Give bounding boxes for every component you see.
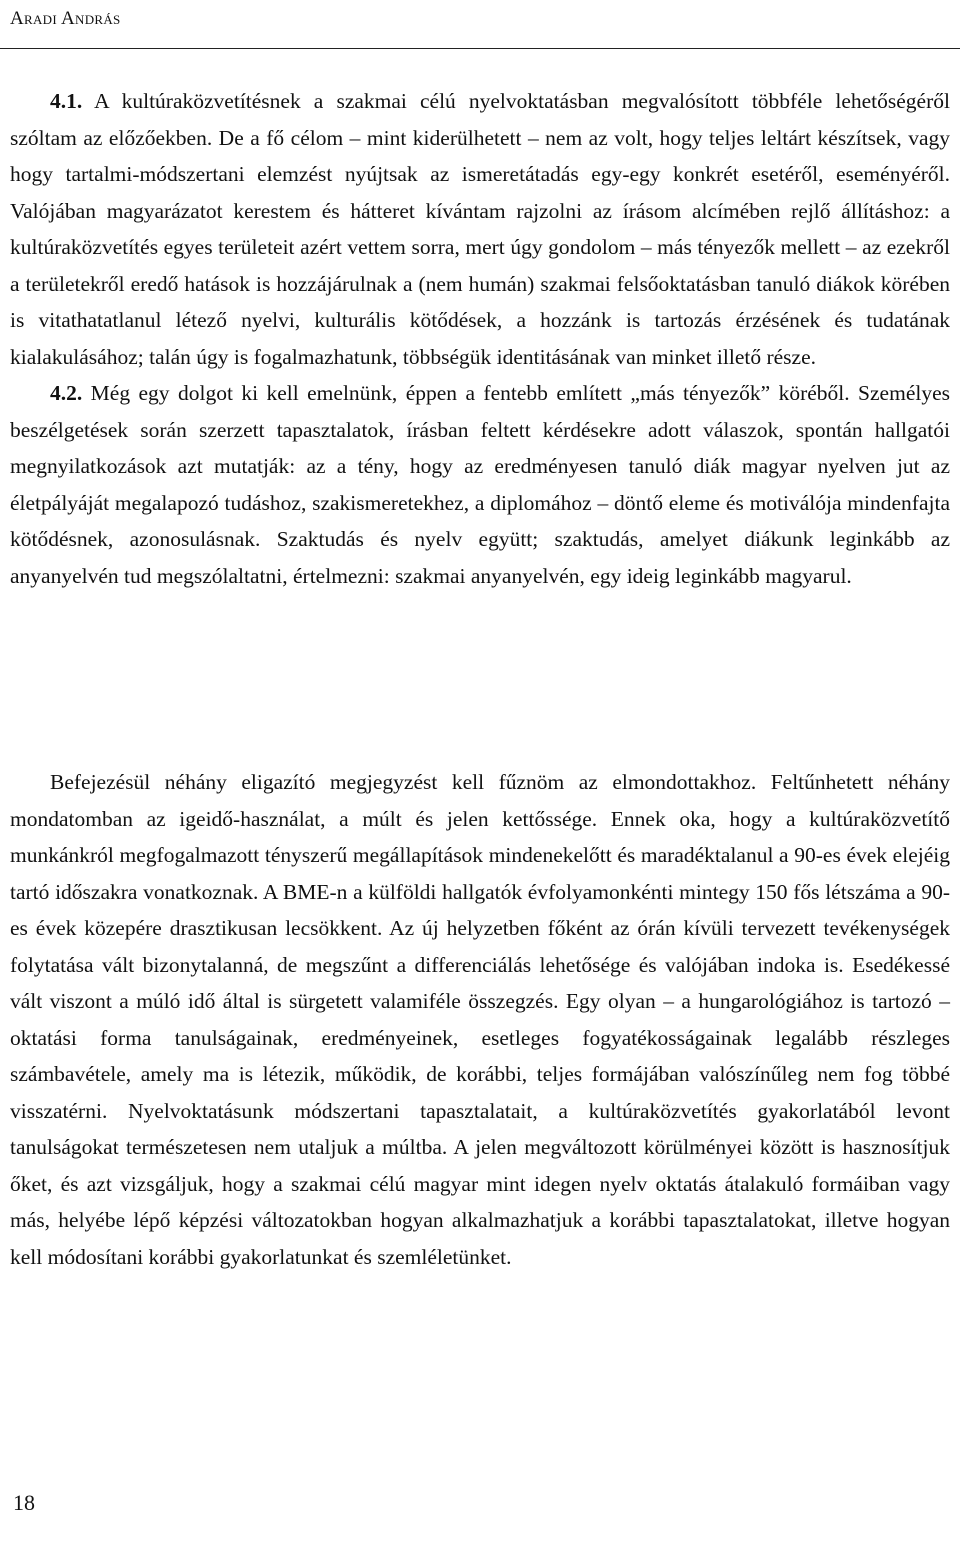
conclusion-block (10, 764, 950, 1275)
paragraph-4-2-text: Még egy dolgot ki kell emelnünk, éppen a fentebb említett „más tényezők” köréből. Személyes beszélgetések során szerzett tapasztalatok, írásban feltett kérdésekre adott válaszok, spontán hallgatói megnyilatkozások azt mutatják: az a tény, hogy az eredményesen tanuló diák magyar nyelven jut az életpályáját megalapozó tudáshoz, szakismeretekhez, a diplomához – döntő eleme és motiválója mindenfajta kötődésnek, azonosulásnak. Szaktudás és nyelv együtt; szaktudás, amelyet diákunk leginkább az anyanyelvén tud megszólaltatni, értelmezni: szakmai anyanyelvén, egy ideig leginkább magyarul. (10, 381, 950, 588)
header-rule (0, 48, 960, 49)
paragraph-4-1 (10, 83, 950, 375)
conclusion-paragraph: Befejezésül néhány eligazító megjegyzést kell fűznöm az elmondottakhoz. Feltűnhetett néhány mondatomban az igeidő-használat, a múlt és jelen kettőssége. Ennek oka, hogy a kultúraközvetítő munkánkról megfogalmazott tényszerű megállapítások mindenekelőtt és maradéktalanul a 90-es évek elejéig tartó időszakra vonatkoznak. A BME-n a külföldi hallgatók évfolyamonkénti mintegy 150 fős létszáma a 90-es évek közepére drasztikusan lecsökkent. Az új helyzetben főként az órán kívüli tervezett tevékenységek folytatása vált bizonytalanná, de megszűnt a differenciálás lehetősége és valójában indoka is. Esedékessé vált viszont a múló idő által is sürgetett valamiféle összegzés. Egy olyan – a hungarológiához is tartozó – oktatási forma tanulságainak, eredményeinek, esetleges fogyatékosságainak legalább részleges számbavétele, amely ma is létezik, működik, de korábbi, teljes formájában valószínűleg nem fog többé visszatérni. Nyelvoktatásunk módszertani tapasztalatait, a kultúraközvetítés gyakorlatából levont tanulságokat természetesen nem utaljuk a múltba. A jelen megváltozott körülményei között is hasznosítjuk őket, és azt vizsgáljuk, hogy a szakmai célú magyar mint idegen nyelv oktatás átalakuló formáiban vagy más, helyébe lépő képzési változatokban hogyan alkalmazhatjuk a korábbi tapasztalatokat, illetve hogyan kell módosítani korábbi gyakorlatunkat és szemléletünket. (10, 770, 950, 1269)
paragraph-4-2 (10, 375, 950, 594)
paragraph-4-1-text: A kultúraközvetítésnek a szakmai célú nyelvoktatásban megvalósított többféle lehetőségéről szóltam az előzőekben. De a fő célom – mint kiderülhetett – nem az volt, hogy teljes leltárt készítsek, vagy hogy tartalmi-módszertani elemzést nyújtsak az ismeretátadás egy-egy konkrét esetéről, eseményéről. Valójában magyarázatot kerestem és hátteret kívántam rajzolni az írásom alcímében rejlő állításhoz: a kultúraközvetítés egyes területeit azért vettem sorra, mert úgy gondolom – más tényezők mellett – az ezekről a területekről eredő hatások is hozzájárulnak a (nem humán) szakmai felsőoktatásban tanuló diákok körében is vitathatatlanul létező nyelvi, kulturális kötődések, a hozzánk is tartozás érzésének és tudatának kialakulásához; talán úgy is fogalmazhatunk, többségük identitásának van minket illető része. (10, 89, 950, 369)
section-block (10, 83, 950, 594)
running-head: Aradi András (10, 8, 121, 29)
section-number-4-1: 4.1. (50, 89, 83, 113)
section-number-4-2: 4.2. (50, 381, 83, 405)
page-number: 18 (13, 1490, 35, 1515)
